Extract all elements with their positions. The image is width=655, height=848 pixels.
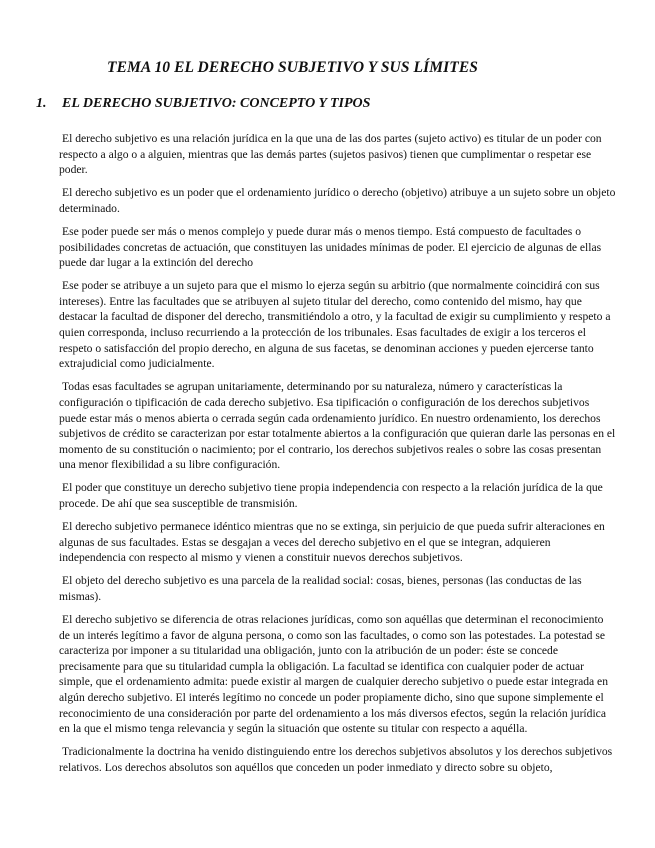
section-heading	[36, 96, 370, 112]
paragraph: Ese poder puede ser más o menos complejo y puede durar más o menos tiempo. Está compuesto de facultades o posibilidades concretas de actuación, que constituyen las unidades mínimas de poder. El ejercicio de algunas de ellas puede dar lugar a la extinción del derecho	[59, 224, 602, 270]
paragraph: Todas esas facultades se agrupan unitariamente, determinando por su naturaleza, número y características la configuración o tipificación de cada derecho subjetivo. Esa tipificación o configuración de los derechos subjetivos puede estar más o menos abierta o cerrada según cada ordenamiento jurídico. En nuestro ordenamiento, los derechos subjetivos de crédito se caracterizan por estar totalmente abiertos a la configuración que quieran darle las personas en el momento de su constitución o nacimiento; por el contrario, los derechos subjetivos reales o sobre las cosas presentan una menor flexibilidad a su libre configuración.	[59, 380, 616, 472]
section-number: 1.	[36, 96, 47, 111]
paragraph: El derecho subjetivo es un poder que el ordenamiento jurídico o derecho (objetivo) atribuye a un sujeto sobre un objeto determinado.	[59, 186, 616, 215]
paragraph: El derecho subjetivo se diferencia de otras relaciones jurídicas, como son aquéllas que determinan el reconocimiento de un interés legítimo a favor de alguna persona, o como son las facultades, o como son las potestades. La potestad se caracteriza por imponer a su titularidad una obligación, junto con la atribución de un poder: éste se concede precisamente para que su titularidad cumpla la obligación. La facultad se identifica con cualquier poder de actuar simple, que el ordenamiento admita: puede existir al margen de cualquier derecho subjetivo o puede estar integrada en algún derecho subjetivo. El interés legítimo no concede un poder propiamente dicho, sino que supone simplemente el reconocimiento de una consideración por parte del ordenamiento a los más diversos efectos, según la relación jurídica en la que el mismo tenga relevancia y según la situación que ostente su titular con respecto a aquélla.	[59, 613, 608, 736]
paragraph: El derecho subjetivo permanece idéntico mientras que no se extinga, sin perjuicio de que pueda sufrir alteraciones en algunas de sus facultades. Estas se desgajan a veces del derecho subjetivo en el que se integran, adquieren independencia con respecto al mismo y vienen a constituir nuevos derechos subjetivos.	[59, 520, 605, 565]
paragraph: Ese poder se atribuye a un sujeto para que el mismo lo ejerza según su arbitrio (que normalmente coincidirá con sus intereses). Entre las facultades que se atribuyen al sujeto titular del derecho, como contenido del mismo, hay que destacar la facultad de disponer del derecho, transmitiéndolo a otro, y la facultad de exigir su cumplimiento y respeto a quien corresponda, incluso recurriendo a la protección de los tribunales. Esas facultades de exigir a los terceros el respeto o satisfacción del propio derecho, en alguna de sus facetas, se denominan acciones y pueden ejercerse tanto extrajudicial como judicialmente.	[59, 279, 611, 371]
paragraph: Tradicionalmente la doctrina ha venido distinguiendo entre los derechos subjetivos absolutos y los derechos subjetivos relativos. Los derechos absolutos son aquéllos que conceden un poder inmediato y directo sobre su objeto,	[59, 745, 613, 774]
section-title: EL DERECHO SUBJETIVO: CONCEPTO Y TIPOS	[62, 96, 371, 111]
document-title: TEMA 10 EL DERECHO SUBJETIVO Y SUS LÍMITES	[107, 59, 478, 76]
document-body	[59, 131, 616, 783]
paragraph: El objeto del derecho subjetivo es una parcela de la realidad social: cosas, bienes, personas (las conductas de las mismas).	[59, 574, 582, 603]
paragraph: El derecho subjetivo es una relación jurídica en la que una de las dos partes (sujeto activo) es titular de un poder con respecto a algo o a alguien, mientras que las demás partes (sujetos pasivos) tienen que cumplimentar o respetar ese poder.	[59, 132, 602, 177]
paragraph: El poder que constituye un derecho subjetivo tiene propia independencia con respecto a la relación jurídica de la que procede. De ahí que sea susceptible de transmisión.	[59, 481, 603, 510]
